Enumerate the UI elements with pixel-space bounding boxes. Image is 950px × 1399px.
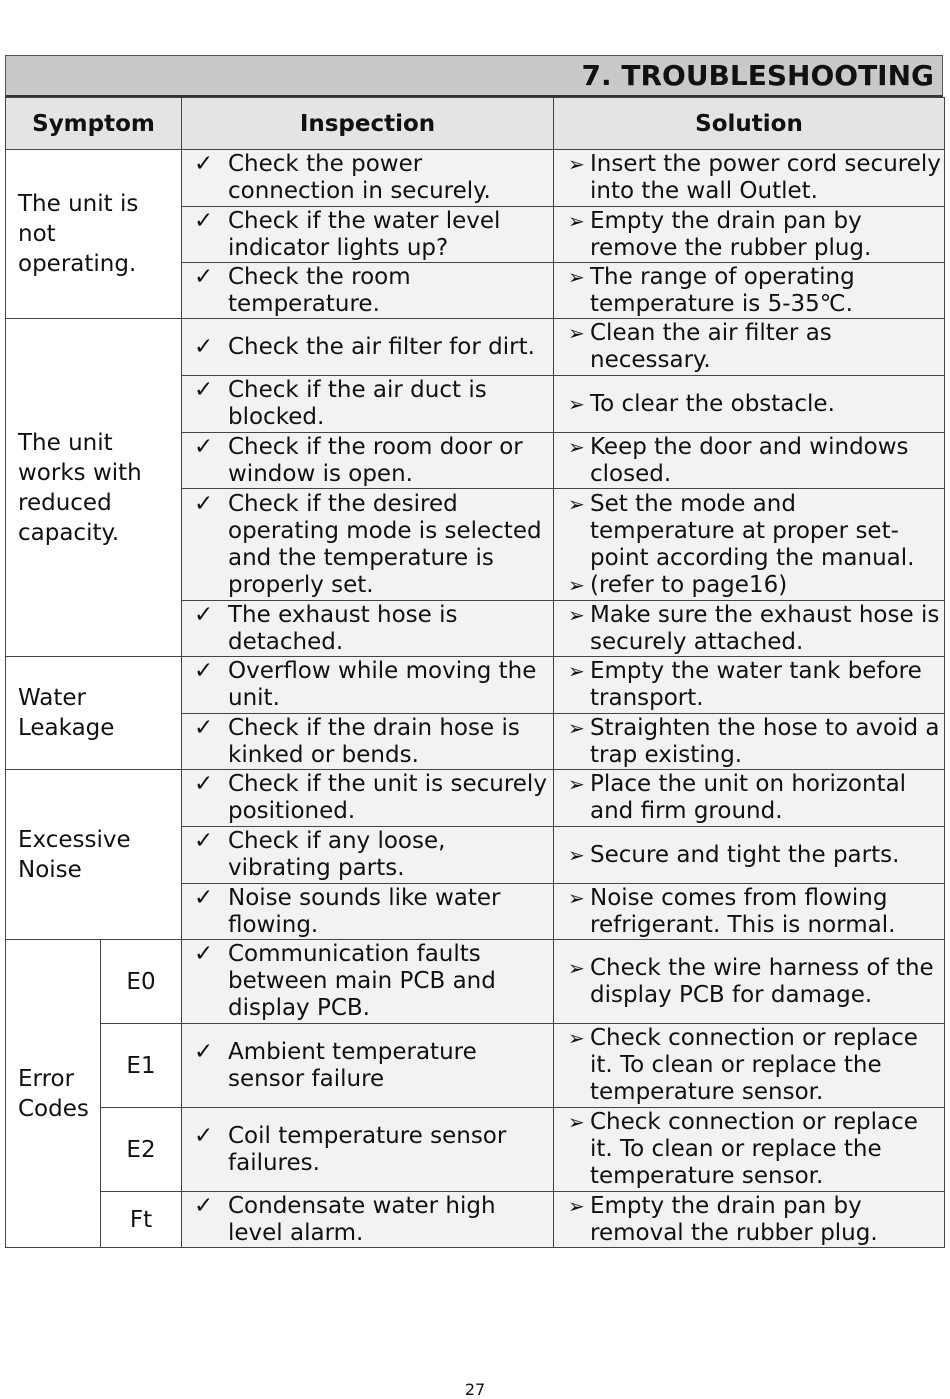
list-item [554, 491, 944, 572]
inspection-cell [182, 433, 554, 489]
symptom-cell: The unit works with reduced capacity. [6, 319, 182, 657]
table-row [6, 150, 945, 207]
item-text: Empty the drain pan by remove the rubber plug. [590, 207, 872, 261]
item-text: Coil temperature sensor failures. [228, 1122, 507, 1176]
list-item [554, 715, 944, 769]
symptom-cell: Excessive Noise [6, 770, 182, 940]
troubleshooting-table [5, 97, 945, 1248]
arrow-icon: ➢ [568, 715, 585, 740]
arrow-icon: ➢ [568, 1026, 585, 1050]
check-icon: ✓ [194, 151, 214, 177]
check-icon: ✓ [194, 377, 214, 403]
item-text: Check the air filter for dirt. [228, 333, 535, 360]
item-text: Check the room temperature. [228, 263, 411, 317]
item-text: Noise comes from flowing refrigerant. This is normal. [590, 884, 896, 938]
solution-cell [554, 263, 945, 319]
list-item [554, 842, 944, 869]
list-item [554, 320, 944, 374]
list-item [554, 208, 944, 262]
solution-cell [554, 319, 945, 376]
inspection-cell [182, 376, 554, 433]
inspection-cell [182, 884, 554, 940]
table-header-row [6, 98, 945, 150]
item-text: The exhaust hose is detached. [228, 601, 458, 655]
table-row [6, 657, 945, 714]
list-item [182, 885, 553, 939]
list-item [182, 264, 553, 318]
list-item [182, 715, 553, 769]
check-icon: ✓ [194, 263, 214, 290]
inspection-cell [182, 601, 554, 657]
item-text: Ambient temperature sensor failure [228, 1038, 477, 1092]
item-text: To clear the obstacle. [590, 390, 835, 417]
check-icon: ✓ [194, 884, 214, 911]
list-item [554, 1109, 944, 1190]
item-text: Insert the power cord securely into the wall Outlet. [590, 151, 941, 204]
check-icon: ✓ [194, 1192, 214, 1219]
item-text: Condensate water high level alarm. [228, 1192, 496, 1246]
item-text: Clean the air filter as necessary. [590, 320, 832, 373]
solution-cell [554, 714, 945, 770]
arrow-icon: ➢ [568, 572, 585, 597]
table-row [6, 1192, 945, 1248]
item-text: Empty the drain pan by removal the rubber plug. [590, 1192, 878, 1246]
error-code-cell: E2 [101, 1108, 182, 1192]
item-text: Check the power connection in securely. [228, 151, 491, 204]
solution-cell [554, 940, 945, 1024]
solution-cell [554, 1192, 945, 1248]
check-icon: ✓ [194, 1122, 214, 1149]
item-text: Check the wire harness of the display PCB for damage. [590, 954, 934, 1008]
symptom-cell: The unit is not operating. [6, 150, 182, 319]
arrow-icon: ➢ [568, 772, 585, 796]
list-item [554, 955, 944, 1009]
column-header-inspection: Inspection [182, 98, 554, 150]
table-row [6, 770, 945, 827]
item-text: Check if the drain hose is kinked or bends. [228, 714, 520, 768]
inspection-cell [182, 1192, 554, 1248]
solution-cell [554, 1108, 945, 1192]
list-item [182, 771, 553, 825]
list-item [554, 658, 944, 712]
list-item [554, 602, 944, 656]
symptom-cell: Error Codes [6, 940, 101, 1248]
error-code-cell: E1 [101, 1024, 182, 1108]
item-text: Straighten the hose to avoid a trap existing. [590, 714, 940, 768]
arrow-icon: ➢ [568, 208, 585, 233]
list-item [554, 264, 944, 318]
solution-cell [554, 433, 945, 489]
table-row [6, 1108, 945, 1192]
list-item [554, 885, 944, 939]
list-item [182, 208, 553, 262]
inspection-cell [182, 489, 554, 601]
item-text: Secure and tight the parts. [590, 841, 900, 868]
list-item [182, 491, 553, 599]
solution-cell [554, 601, 945, 657]
inspection-cell [182, 1108, 554, 1192]
check-icon: ✓ [194, 601, 214, 628]
item-text: Overflow while moving the unit. [228, 658, 537, 711]
item-text: Place the unit on horizontal and firm ground. [590, 771, 907, 824]
inspection-cell [182, 714, 554, 770]
inspection-cell [182, 657, 554, 714]
item-text: Noise sounds like water flowing. [228, 884, 501, 938]
column-header-solution: Solution [554, 98, 945, 150]
arrow-icon: ➢ [568, 955, 585, 980]
item-text: Check connection or replace it. To clean or replace the temperature sensor. [590, 1109, 918, 1189]
item-text: Check if the unit is securely positioned. [228, 771, 547, 824]
inspection-cell [182, 940, 554, 1024]
inspection-cell [182, 827, 554, 884]
list-item [182, 1123, 553, 1177]
table-row [6, 1024, 945, 1108]
arrow-icon: ➢ [568, 391, 585, 416]
item-text: Keep the door and windows closed. [590, 433, 909, 487]
solution-cell [554, 657, 945, 714]
list-item [182, 1193, 553, 1247]
item-text: The range of operating temperature is 5-35℃. [590, 263, 855, 317]
inspection-cell [182, 263, 554, 319]
item-text: Check if any loose, vibrating parts. [228, 828, 446, 881]
arrow-icon: ➢ [568, 152, 585, 176]
list-item [182, 941, 553, 1022]
solution-cell [554, 770, 945, 827]
error-code-cell: E0 [101, 940, 182, 1024]
check-icon: ✓ [194, 941, 214, 967]
arrow-icon: ➢ [568, 1193, 585, 1218]
list-item [182, 334, 553, 361]
item-text: Check if the water level indicator lights up? [228, 207, 501, 261]
solution-cell [554, 150, 945, 207]
check-icon: ✓ [194, 490, 214, 517]
item-text: Check if the desired operating mode is selected and the temperature is properly set. [228, 490, 542, 598]
inspection-cell [182, 1024, 554, 1108]
list-item [554, 572, 944, 599]
page-number: 27 [464, 1380, 486, 1399]
table-row [6, 319, 945, 376]
item-text: Check connection or replace it. To clean or replace the temperature sensor. [590, 1025, 918, 1105]
check-icon: ✓ [194, 771, 214, 797]
solution-cell [554, 207, 945, 263]
arrow-icon: ➢ [568, 602, 585, 627]
table-row [6, 940, 945, 1024]
list-item [182, 1039, 553, 1093]
inspection-cell [182, 319, 554, 376]
arrow-icon: ➢ [568, 264, 585, 289]
error-code-cell: Ft [101, 1192, 182, 1248]
inspection-cell [182, 770, 554, 827]
list-item [554, 391, 944, 418]
inspection-cell [182, 150, 554, 207]
list-item [554, 1025, 944, 1106]
list-item [554, 434, 944, 488]
check-icon: ✓ [194, 658, 214, 684]
arrow-icon: ➢ [568, 842, 585, 867]
solution-cell [554, 827, 945, 884]
arrow-icon: ➢ [568, 885, 585, 910]
check-icon: ✓ [194, 433, 214, 460]
solution-cell [554, 489, 945, 601]
check-icon: ✓ [194, 333, 214, 360]
arrow-icon: ➢ [568, 434, 585, 459]
item-text: Check if the air duct is blocked. [228, 377, 487, 430]
list-item [554, 151, 944, 205]
list-item [182, 828, 553, 882]
check-icon: ✓ [194, 207, 214, 234]
check-icon: ✓ [194, 1038, 214, 1065]
list-item [554, 771, 944, 825]
symptom-cell: Water Leakage [6, 657, 182, 770]
list-item [554, 1193, 944, 1247]
section-title: 7. TROUBLESHOOTING [5, 55, 943, 97]
item-text: Empty the water tank before transport. [590, 658, 922, 711]
arrow-icon: ➢ [568, 491, 585, 516]
arrow-icon: ➢ [568, 321, 585, 345]
arrow-icon: ➢ [568, 659, 585, 683]
list-item [182, 602, 553, 656]
arrow-icon: ➢ [568, 1110, 585, 1134]
item-text: Communication faults between main PCB and display PCB. [228, 941, 496, 1021]
check-icon: ✓ [194, 828, 214, 854]
list-item [182, 151, 553, 205]
item-text: (refer to page16) [590, 571, 788, 598]
inspection-cell [182, 207, 554, 263]
list-item [182, 377, 553, 431]
item-text: Set the mode and temperature at proper set-point according the manual. [590, 490, 915, 571]
solution-cell [554, 1024, 945, 1108]
solution-cell [554, 884, 945, 940]
solution-cell [554, 376, 945, 433]
item-text: Make sure the exhaust hose is securely attached. [590, 601, 940, 655]
list-item [182, 658, 553, 712]
list-item [182, 434, 553, 488]
column-header-symptom: Symptom [6, 98, 182, 150]
check-icon: ✓ [194, 714, 214, 741]
item-text: Check if the room door or window is open. [228, 433, 523, 487]
